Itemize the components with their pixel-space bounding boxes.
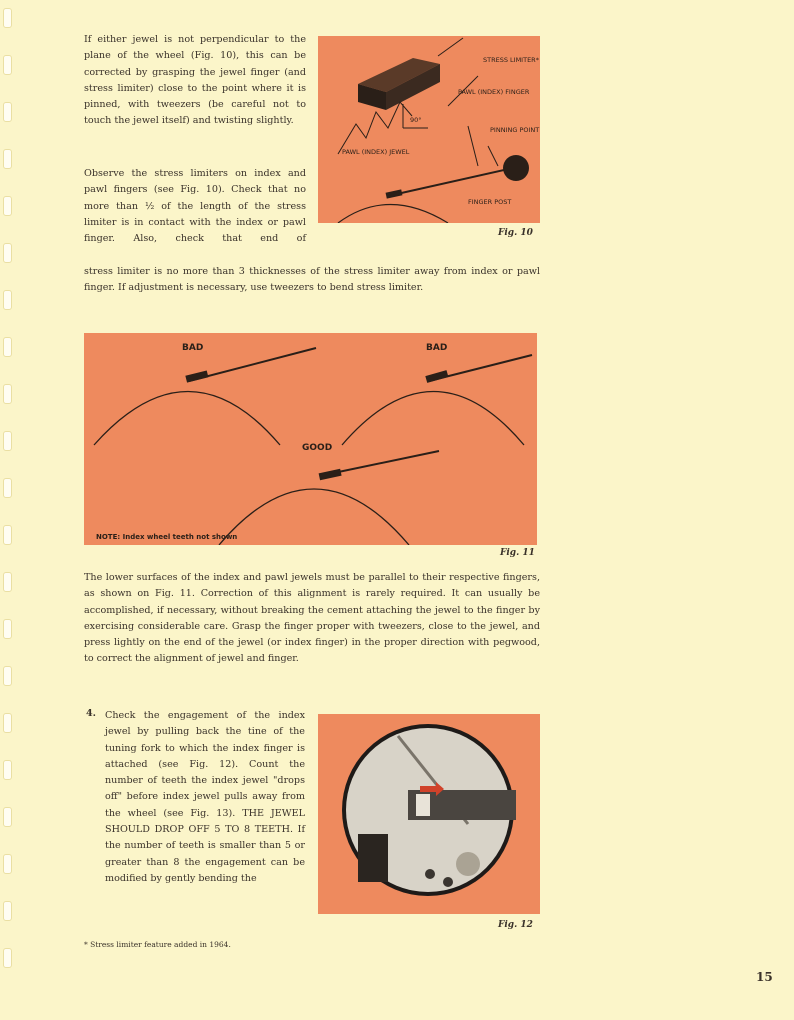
- figure-11-diagram: [84, 333, 537, 545]
- jewel-highlight: [416, 794, 430, 816]
- pinning-post-circle: [503, 155, 529, 181]
- binding-holes: [0, 0, 14, 1020]
- label-bad-right: BAD: [426, 343, 448, 353]
- binding-hole: [3, 525, 12, 545]
- binding-hole: [3, 854, 12, 874]
- binding-hole: [3, 478, 12, 498]
- label-good: GOOD: [302, 443, 333, 453]
- binding-hole: [3, 807, 12, 827]
- jewel-good: [319, 469, 342, 480]
- figure-12-photo: [318, 714, 540, 914]
- finger-good: [324, 451, 439, 475]
- binding-hole: [3, 149, 12, 169]
- binding-hole: [3, 666, 12, 686]
- index-finger-line: [388, 168, 513, 196]
- mechanism-screw: [443, 877, 453, 887]
- binding-hole: [3, 713, 12, 733]
- mechanism-screw: [425, 869, 435, 879]
- jewel-bad-left: [185, 370, 208, 382]
- mechanism-part: [358, 834, 388, 882]
- binding-hole: [3, 572, 12, 592]
- figure-11-note: NOTE: Index wheel teeth not shown: [96, 533, 238, 541]
- figure-10-diagram: [318, 36, 540, 223]
- binding-hole: [3, 384, 12, 404]
- label-bad-left: BAD: [182, 343, 204, 353]
- label-pawl-index-jewel: PAWL (INDEX) JEWEL: [342, 148, 410, 156]
- binding-hole: [3, 196, 12, 216]
- binding-hole: [3, 431, 12, 451]
- jewel-mark: [386, 189, 403, 198]
- binding-hole: [3, 55, 12, 75]
- binding-hole: [3, 337, 12, 357]
- item-4-text: Check the engagement of the index jewel by pulling back the tine of the tuning fork to which the index finger is attached (see Fig. 12). Count the number of teeth the index jewel "drops off" before index jewel pulls away from the wheel (see Fig. 13). THE JEWEL SHOULD DROP OFF 5 TO 8 TEETH. If the number of teeth is smaller than 5 or greater than 8 the engagement can be modified by gently bending the: [105, 710, 305, 884]
- footnote: * Stress limiter feature added in 1964.: [84, 940, 231, 949]
- binding-hole: [3, 102, 12, 122]
- binding-hole: [3, 948, 12, 968]
- label-pawl-index-finger: PAWL (INDEX) FINGER: [458, 88, 530, 96]
- label-finger-post: FINGER POST: [468, 198, 512, 206]
- leader-line: [488, 146, 498, 166]
- leader-line: [468, 126, 478, 166]
- binding-hole: [3, 760, 12, 780]
- index-wheel-arc: [338, 205, 448, 224]
- wheel-arc-good: [219, 489, 409, 545]
- paragraph-jewel-alignment: The lower surfaces of the index and pawl jewels must be parallel to their respective fingers, as shown on Fig. 11. Correction of this alignment is rarely required. It can usually be accomplished, if necessary, without breaking the cement attaching the jewel to the finger by exercising considerable care. Grasp the finger proper with tweezers, close to the jewel, and press lightly on the end of the jewel (or index finger) in the proper direction with pegwood, to correct the alignment of jewel and finger.: [84, 572, 540, 665]
- binding-hole: [3, 290, 12, 310]
- paragraph-jewel-perpendicular: If either jewel is not perpendicular to the plane of the wheel (Fig. 10), this can be corrected by grasping the jewel finger (and stress limiter) close to the point where it is pinned, with tweezers (be careful not to touch the jewel itself) and twisting slightly.: [84, 34, 306, 127]
- label-pinning-point: PINNING POINT: [490, 126, 540, 134]
- label-stress-limiter: STRESS LIMITER*: [483, 56, 539, 64]
- figure-11-caption: Fig. 11: [500, 548, 535, 558]
- mechanism-wheel: [456, 852, 480, 876]
- figure-10-caption: Fig. 10: [498, 228, 533, 238]
- label-angle: 90°: [410, 116, 422, 124]
- item-4-number: 4.: [86, 708, 97, 719]
- figure-12-caption: Fig. 12: [498, 920, 533, 930]
- finger-outline: [338, 102, 412, 154]
- jewel-bad-right: [425, 370, 448, 383]
- wheel-arc-bad-left: [94, 392, 280, 446]
- binding-hole: [3, 619, 12, 639]
- leader-line: [438, 38, 463, 56]
- paragraph-stress-limiters: Observe the stress limiters on index and pawl fingers (see Fig. 10). Check that no more than ½ of the length of the stress limiter is in contact with the index or pawl finger. Also, check that end of: [84, 168, 306, 245]
- wheel-arc-bad-right: [342, 392, 524, 446]
- binding-hole: [3, 243, 12, 263]
- paragraph-stress-limiters-cont: stress limiter is no more than 3 thicknesses of the stress limiter away from index or pawl finger. If adjustment is necessary, use tweezers to bend stress limiter.: [84, 266, 540, 294]
- binding-hole: [3, 8, 12, 28]
- binding-hole: [3, 901, 12, 921]
- page-number: 15: [756, 970, 773, 984]
